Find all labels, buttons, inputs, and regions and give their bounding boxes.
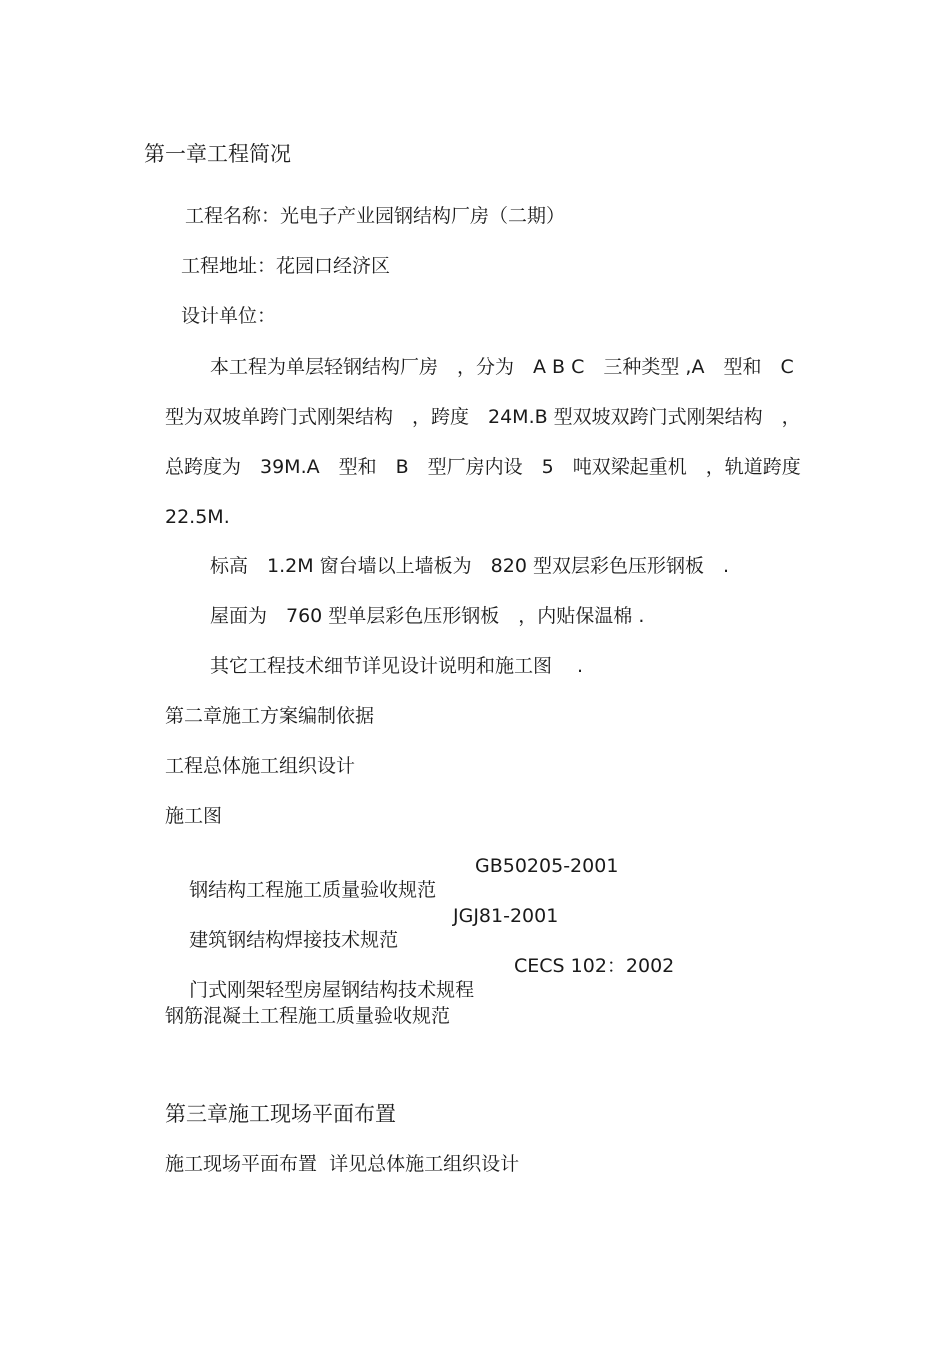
wall-panel-paragraph: 标高 1.2M 窗台墙以上墙板为 820 型双层彩色压形钢板 .	[210, 555, 729, 577]
chapter3-title: 第三章施工现场平面布置	[165, 1102, 396, 1126]
basis-item: 钢筋混凝土工程施工质量验收规范	[165, 1005, 451, 1027]
basis-item-text: 钢结构工程施工质量验收规范	[189, 879, 437, 901]
project-name: 工程名称：光电子产业园钢结构厂房（二期）	[185, 205, 566, 227]
chapter2-title: 第二章施工方案编制依据	[165, 705, 375, 727]
basis-item-text: 门式刚架轻型房屋钢结构技术规程	[189, 979, 475, 1001]
basis-item-code: JGJ81-2001	[453, 905, 559, 927]
basis-item	[165, 954, 675, 1050]
roof-paragraph: 屋面为 760 型单层彩色压形钢板 ，内贴保温棉 .	[210, 605, 645, 627]
basis-item: 施工图	[165, 805, 223, 827]
project-address: 工程地址：花园口经济区	[181, 255, 391, 277]
design-unit: 设计单位：	[181, 305, 277, 327]
overview-paragraph-line-2: 型为双坡单跨门式刚架结构 ，跨度 24M.B 型双坡双跨门式刚架结构 ，	[165, 406, 801, 428]
overview-paragraph-line-4: 22.5M.	[165, 506, 230, 528]
overview-paragraph-line-1: 本工程为单层轻钢结构厂房 ，分为 A B C 三种类型 ,A 型和 C	[210, 356, 794, 378]
site-layout-line: 施工现场平面布置 详见总体施工组织设计	[165, 1153, 520, 1175]
basis-item-code: GB50205-2001	[475, 855, 619, 877]
basis-item: 工程总体施工组织设计	[165, 755, 356, 777]
overview-paragraph-line-3: 总跨度为 39M.A 型和 B 型厂房内设 5 吨双梁起重机 ，轨道跨度	[165, 456, 801, 478]
chapter1-title: 第一章工程简况	[144, 142, 291, 166]
basis-item-code: CECS 102：2002	[514, 955, 675, 977]
basis-item-text: 建筑钢结构焊接技术规范	[189, 929, 399, 951]
other-details-paragraph: 其它工程技术细节详见设计说明和施工图 .	[210, 655, 584, 677]
